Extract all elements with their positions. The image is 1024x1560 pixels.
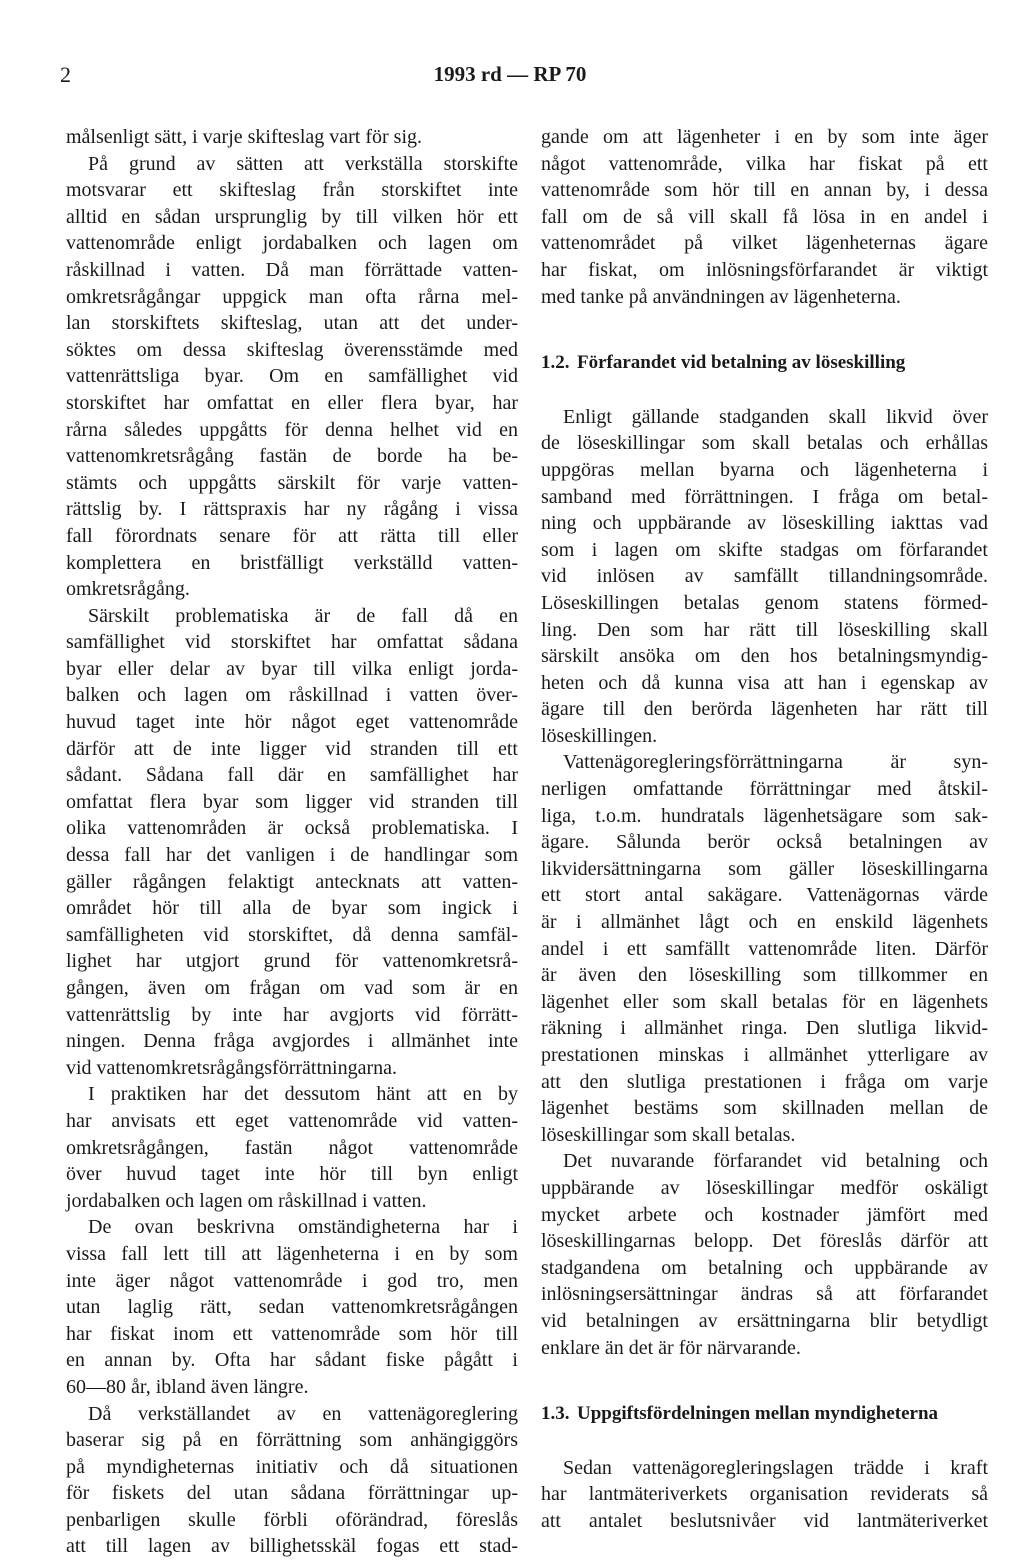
text-line: dessa fall har det vanligen i de handlingar som: [66, 844, 518, 867]
text-line: har fiskat, om inlösningsförfarandet är viktigt: [541, 258, 988, 281]
text-line: söktes om dessa skifteslag överensstämde med: [66, 338, 518, 361]
spacer: [541, 1361, 988, 1401]
text-line: vattenområdet på vilket lägenheternas ägare: [541, 232, 988, 255]
text-line: lägenhet eller som skall betalas för en lägenhets: [541, 990, 988, 1013]
text-line: Då verkställandet av en vattenägoreglering: [88, 1402, 518, 1425]
text-line: en annan by. Ofta har sådant fiske pågått i: [66, 1349, 518, 1372]
section-number: 1.2.: [541, 352, 570, 374]
text-line: stadgandena om betalning och uppbärande av: [541, 1256, 988, 1279]
text-line: prestationen minskas i allmänhet ytterligare av: [541, 1044, 988, 1066]
text-line: inlösningsersättningar ändras så att förfarandet: [541, 1283, 988, 1306]
text-line: Löseskillingen betalas genom statens förmed-: [541, 591, 988, 614]
text-line: att till lagen av billighetsskäl fogas ett stad-: [66, 1535, 518, 1558]
text-line: har anvisats ett eget vattenområde vid vatten-: [66, 1109, 518, 1132]
text-line: utan laglig rätt, sedan vattenomkretsrågången: [66, 1296, 518, 1319]
text-line: alltid en sådan ursprunglig by till vilken hör ett: [66, 205, 518, 228]
text-line: olika vattenområden är också problematiska. I: [66, 817, 518, 840]
text-line: inte äger något vattenområde i god tro, men: [66, 1269, 518, 1292]
left-column: [66, 124, 518, 1560]
text-line: något vattenområde, vilka har fiskat på ett: [541, 152, 988, 175]
section-number: 1.3.: [541, 1403, 570, 1425]
spacer: [541, 310, 988, 350]
text-line: särskilt ansöka om den hos betalningsmyndig-: [541, 645, 988, 668]
text-line: motsvarar ett skifteslag från storskiftet inte: [66, 179, 518, 202]
text-line: gäller rågången felaktigt antecknats att vatten-: [66, 870, 518, 893]
text-line: mycket arbete och kostnader jämfört med: [541, 1203, 988, 1226]
text-line: området hör till alla de byar som ingick i: [66, 897, 518, 920]
text-line: fall om de så vill skall få lösa in en andel i: [541, 205, 988, 228]
text-line: storskiftet har omfattat en eller flera byar, har: [66, 391, 518, 414]
text-line: likvidersättningarna som gäller löseskillingarna: [541, 857, 988, 880]
text-line: har fiskat inom ett vattenområde som hör till: [66, 1322, 518, 1345]
section-title: Förfarandet vid betalning av löseskilling: [577, 352, 906, 374]
text-line: nerligen omfattande förrättningar med åtskil-: [541, 778, 988, 801]
text-line: fall förordnats senare för att rätta till eller: [66, 524, 518, 547]
text-line: vattenrättslig by inte har avgjorts vid förrätt-: [66, 1003, 518, 1026]
text-line: omkretsrågångar uppgick man ofta rårna mel-: [66, 285, 518, 308]
text-line: På grund av sätten att verkställa storskifte: [88, 152, 518, 175]
text-line: liga, t.o.m. hundratals lägenhetsägare som sak-: [541, 804, 988, 827]
text-line: uppgöras mellan byarna och lägenheterna i: [541, 458, 988, 481]
text-line: De ovan beskrivna omständigheterna har i: [88, 1216, 518, 1239]
text-line: heten och då kunna visa att han i egenskap av: [541, 671, 988, 694]
text-line: vattenområde enligt jordabalken och lagen om: [66, 232, 518, 255]
text-line: omkretsrågång.: [66, 578, 190, 601]
text-line: lägenhet bestäms som skillnaden mellan de: [541, 1097, 988, 1120]
text-line: att antalet beslutsnivåer vid lantmäteriverket: [541, 1509, 988, 1532]
text-line: att den slutliga prestationen i fråga om varje: [541, 1070, 988, 1093]
text-line: samfällighet vid storskiftet har omfattat sådana: [66, 631, 518, 654]
text-line: Det nuvarande förfarandet vid betalning och: [563, 1150, 988, 1173]
text-line: Vattenägoregleringsförrättningarna är syn-: [563, 751, 988, 774]
text-line: vattenomkretsrågång fastän de borde ha be-: [66, 445, 518, 468]
text-line: vattenrättsliga byar. Om en samfällighet vid: [66, 365, 518, 388]
text-line: är i allmänhet lågt och en enskild lägenhets: [541, 911, 988, 934]
spacer: [541, 1428, 988, 1455]
text-line: jordabalken och lagen om råskillnad i vatten.: [66, 1189, 427, 1212]
text-line: på myndigheternas initiativ och då situationen: [66, 1455, 518, 1478]
text-line: rättslig by. I rättspraxis har ny rågång i vissa: [66, 498, 518, 521]
text-line: lighet har utgjort grund för vattenomkretsrå-: [66, 950, 518, 973]
text-line: löseskillingarnas belopp. Det föreslås därför att: [541, 1230, 988, 1253]
text-line: räkning i allmänhet ringa. Den slutliga likvid-: [541, 1017, 988, 1040]
text-line: över huvud taget inte hör till byn enligt: [66, 1163, 518, 1186]
text-line: vid inlösen av samfällt tillandningsområde.: [541, 565, 988, 588]
text-line: Särskilt problematiska är de fall då en: [88, 604, 518, 627]
text-line: ett stort antal sakägare. Vattenägornas värde: [541, 884, 988, 907]
page-number: 2: [60, 62, 71, 87]
text-line: Sedan vattenägoregleringslagen trädde i kraft: [563, 1456, 988, 1479]
text-line: balken och lagen om råskillnad i vatten över-: [66, 684, 518, 707]
text-line: sådant. Sådana fall där en samfällighet har: [66, 764, 518, 787]
text-line: löseskillingen.: [541, 724, 658, 747]
text-line: stämts och uppgåtts särskilt för varje vatten-: [66, 471, 518, 494]
text-line: komplettera en bristfälligt verkställd vatten-: [66, 551, 518, 574]
text-line: därför att de inte ligger vid stranden till ett: [66, 737, 518, 760]
text-line: råskillnad i vatten. Då man förrättade vatten-: [66, 258, 518, 281]
text-line: ning och uppbärande av löseskilling iakttas vad: [541, 512, 988, 535]
text-line: löseskillingar som skall betalas.: [541, 1123, 796, 1146]
text-line: omkretsrågången, fastän något vattenområde: [66, 1136, 518, 1159]
text-line: byar eller delar av byar till vilka enligt jorda-: [66, 657, 518, 680]
running-title: 1993 rd — RP 70: [433, 62, 587, 86]
section-heading: [541, 350, 988, 377]
text-line: enklare än det är för närvarande.: [541, 1336, 801, 1359]
section-heading: [541, 1401, 988, 1428]
text-line: baserar sig på en förrättning som anhängiggörs: [66, 1429, 518, 1452]
text-line: I praktiken har det dessutom hänt att en by: [88, 1083, 518, 1106]
text-line: för fiskets del utan sådana förrättningar up-: [66, 1482, 518, 1505]
text-line: uppbärande av löseskillingar medför oskäligt: [541, 1176, 988, 1199]
text-line: med tanke på användningen av lägenheterna.: [541, 285, 901, 308]
spacer: [541, 377, 988, 404]
right-column: [541, 124, 988, 1535]
text-line: lan storskiftets skifteslag, utan att det under-: [66, 312, 518, 335]
text-line: rårna således uppgåtts för denna helhet vid en: [66, 418, 518, 441]
text-line: har lantmäteriverkets organisation reviderats så: [541, 1483, 988, 1506]
text-line: de löseskillingar som skall betalas och erhållas: [541, 432, 988, 455]
text-line: som i lagen om skifte stadgas om förfarandet: [541, 538, 988, 561]
text-line: ningen. Denna fråga avgjordes i allmänhet inte: [66, 1030, 518, 1053]
text-line: Enligt gällande stadganden skall likvid över: [563, 405, 988, 428]
text-line: samband med förrättningen. I fråga om betal-: [541, 485, 988, 508]
text-line: vid vattenomkretsrågångsförrättningarna.: [66, 1056, 397, 1079]
text-line: ägare till den berörda lägenheten har rätt till: [541, 698, 988, 721]
section-title: Uppgiftsfördelningen mellan myndigheterna: [577, 1403, 939, 1425]
text-line: omfattat flera byar som ligger vid stranden till: [66, 790, 518, 813]
text-line: ägare. Sålunda berör också betalningen av: [541, 831, 988, 854]
text-line: gången, även om frågan om vad som är en: [66, 977, 518, 999]
page-header: [60, 62, 960, 92]
text-line: målsenligt sätt, i varje skifteslag vart för sig.: [66, 126, 423, 148]
text-line: andel i ett samfällt vattenområde liten. Därför: [541, 937, 988, 960]
text-line: vattenområde som hör till en annan by, i dessa: [541, 179, 988, 202]
text-line: huvud taget inte hör något eget vattenområde: [66, 711, 518, 734]
text-line: ling. Den som har rätt till löseskilling skall: [541, 618, 988, 641]
text-line: är även den löseskilling som tillkommer en: [541, 964, 988, 987]
text-line: penbarligen skulle förbli oförändrad, föreslås: [66, 1508, 518, 1531]
text-line: vid betalningen av ersättningarna blir betydligt: [541, 1309, 988, 1332]
text-line: gande om att lägenheter i en by som inte äger: [541, 126, 988, 148]
text-line: 60—80 år, ibland även längre.: [66, 1375, 309, 1398]
text-line: samfälligheten vid storskiftet, då denna samfäl-: [66, 923, 518, 946]
text-line: vissa fall lett till att lägenheterna i en by som: [66, 1242, 518, 1265]
